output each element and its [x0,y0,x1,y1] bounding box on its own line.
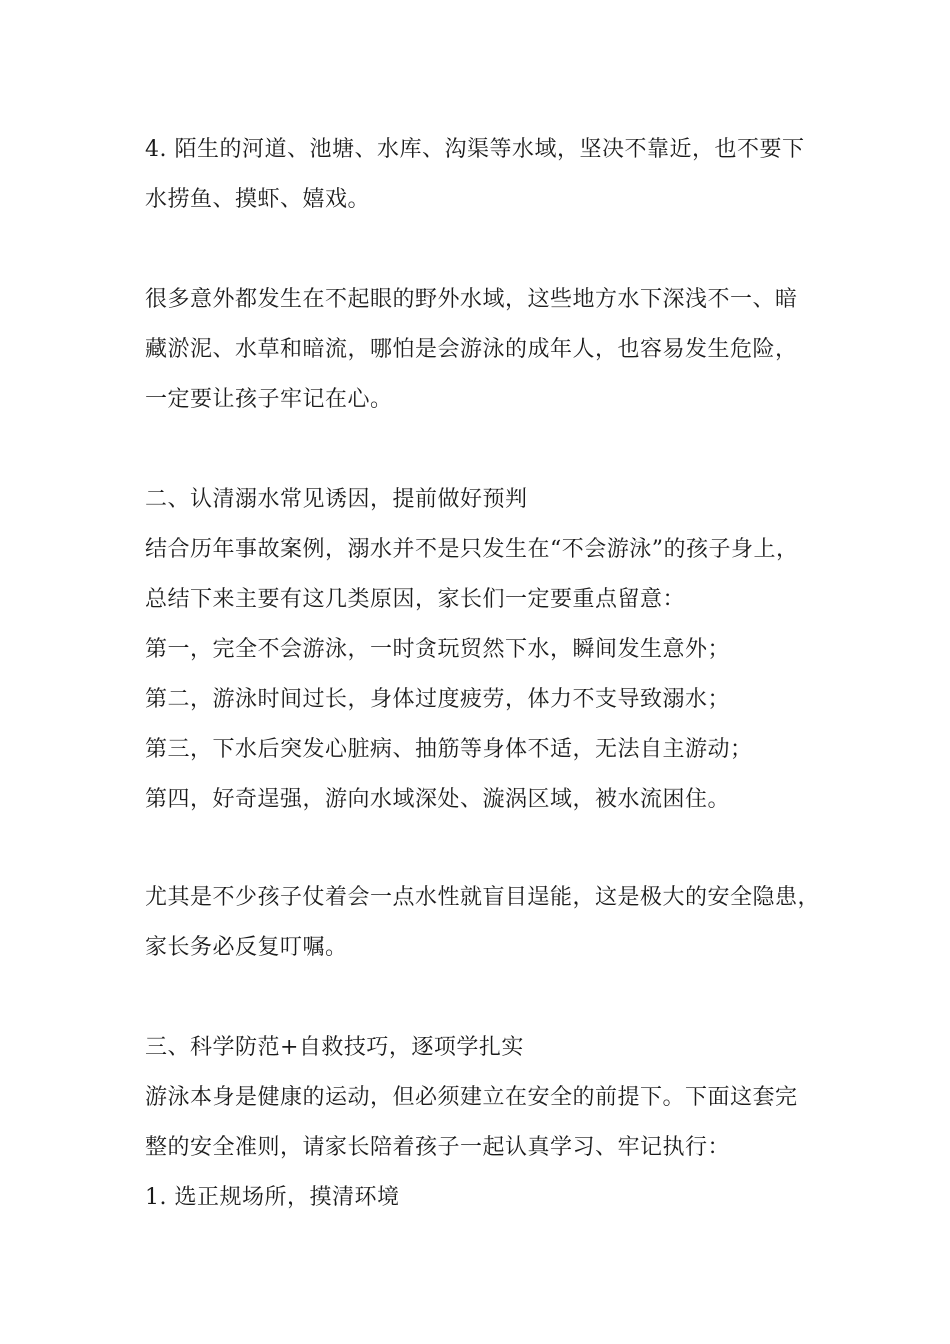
cause-item-1: 第一，完全不会游泳，一时贪玩贸然下水，瞬间发生意外； [145,637,731,662]
cause-item-4: 第四，好奇逞强，游向水域深处、漩涡区域，被水流困住。 [145,787,731,812]
section2-heading: 二、认清溺水常见诱因，提前做好预判 [145,487,528,512]
wild-water-note-line1: 很多意外都发生在不起眼的野外水域，这些地方水下深浅不一、暗 [145,287,798,312]
cause-item-3: 第三，下水后突发心脏病、抽筋等身体不适，无法自主游动； [145,737,753,762]
cause-item-2: 第二，游泳时间过长，身体过度疲劳，体力不支导致溺水； [145,687,731,712]
section2-intro-line1: 结合历年事故案例，溺水并不是只发生在“不会游泳”的孩子身上， [145,537,799,562]
item4-line1: 4. 陌生的河道、池塘、水库、沟渠等水域，坚决不靠近，也不要下 [145,137,805,162]
item4-line2: 水捞鱼、摸虾、嬉戏。 [145,187,371,212]
section3-item1: 1. 选正规场所，摸清环境 [145,1185,400,1210]
section3-heading: 三、科学防范+自救技巧，逐项学扎实 [145,1035,524,1060]
reminder-note-line1: 尤其是不少孩子仗着会一点水性就盲目逞能，这是极大的安全隐患， [145,885,821,910]
section3-intro-line1: 游泳本身是健康的运动，但必须建立在安全的前提下。下面这套完 [145,1085,798,1110]
wild-water-note-line2: 藏淤泥、水草和暗流，哪怕是会游泳的成年人，也容易发生危险， [145,337,798,362]
section2-intro-line2: 总结下来主要有这几类原因，家长们一定要重点留意： [145,587,686,612]
reminder-note-line2: 家长务必反复叮嘱。 [145,935,348,960]
section3-intro-line2: 整的安全准则，请家长陪着孩子一起认真学习、牢记执行： [145,1135,731,1160]
wild-water-note-line3: 一定要让孩子牢记在心。 [145,387,393,412]
